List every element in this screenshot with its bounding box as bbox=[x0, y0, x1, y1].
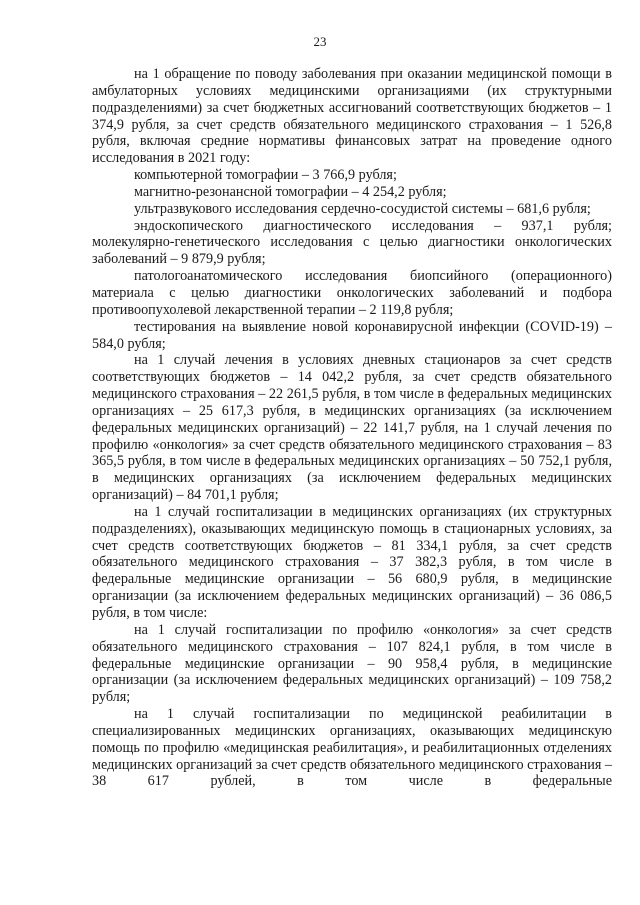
paragraph-ct: компьютерной томографии – 3 766,9 рубля; bbox=[134, 167, 397, 184]
document-body bbox=[92, 66, 612, 790]
paragraph-outpatient-visit: на 1 обращение по поводу заболевания при оказании медицинской помощи в амбулаторных условиях медицинскими организациями (их структурными подразделениями) за счет бюджетных ассигнований соответствующих бюджетов – 1 374,9 рубля, за счет средств обязательного медицинского страхования – 1 526,8 рубля, включая средние нормативы финансовых затрат на проведение одного исследования в 2021 году: bbox=[92, 66, 612, 167]
paragraph-hospitalization: на 1 случай госпитализации в медицинских организациях (их структурных подразделениях), оказывающих медицинскую помощь в стационарных условиях, за счет средств соответствующих бюджетов – 81 334,1 рубля, за счет средств обязательного медицинского страхования – 37 382,3 рубля, в том числе в федеральные медицинские организации – 56 680,9 рубля, в медицинские организации (за исключением федеральных медицинских организаций) – 36 086,5 рубля, в том числе: bbox=[92, 503, 612, 621]
paragraph-covid-testing: тестирования на выявление новой коронавирусной инфекции (COVID-19) – 584,0 рубля; bbox=[92, 318, 612, 352]
paragraph-pathology: патологоанатомического исследования биопсийного (операционного) материала с целью диагностики онкологических заболеваний и подбора противоопухолевой лекарственной терапии – 2 119,8 рубля; bbox=[92, 268, 612, 318]
paragraph-day-hospital: на 1 случай лечения в условиях дневных стационаров за счет средств соответствующих бюджетов – 14 042,2 рубля, за счет средств обязательного медицинского страхования – 22 261,5 рубля, в том числе в федеральных медицинских организациях – 25 617,3 рубля, в медицинских организациях (за исключением федеральных медицинских организаций) – 22 141,7 рубля, на 1 случай лечения по профилю «онкология» за счет средств обязательного медицинского страхования – 83 365,5 рубля, в том числе в федеральных медицинских организациях – 50 752,1 рубля, в медицинских организациях (за исключением федеральных медицинских организаций) – 84 701,1 рубля; bbox=[92, 352, 612, 504]
paragraph-endoscopy-genetics: эндоскопического диагностического исследования – 937,1 рубля; молекулярно-генетического исследования с целью диагностики онкологических заболеваний – 9 879,9 рубля; bbox=[92, 217, 612, 268]
paragraph-ultrasound: ультразвукового исследования сердечно-сосудистой системы – 681,6 рубля; bbox=[134, 200, 591, 217]
paragraph-mri: магнитно-резонансной томографии – 4 254,2 рубля; bbox=[134, 183, 447, 200]
paragraph-rehabilitation: на 1 случай госпитализации по медицинской реабилитации в специализированных медицинских организациях, оказывающих медицинскую помощь по профилю «медицинская реабилитация», и реабилитационных отделениях медицинских организаций за счет средств обязательного медицинского страхования – 38 617 рублей, в том числе в федеральные bbox=[92, 706, 612, 790]
page-number: 23 bbox=[313, 34, 327, 49]
paragraph-oncology-hospitalization: на 1 случай госпитализации по профилю «онкология» за счет средств обязательного медицинского страхования – 107 824,1 рубля, в том числе в федеральные медицинские организации – 90 958,4 рубля, в медицинские организации (за исключением федеральных медицинских организаций) – 109 758,2 рубля; bbox=[92, 621, 612, 706]
